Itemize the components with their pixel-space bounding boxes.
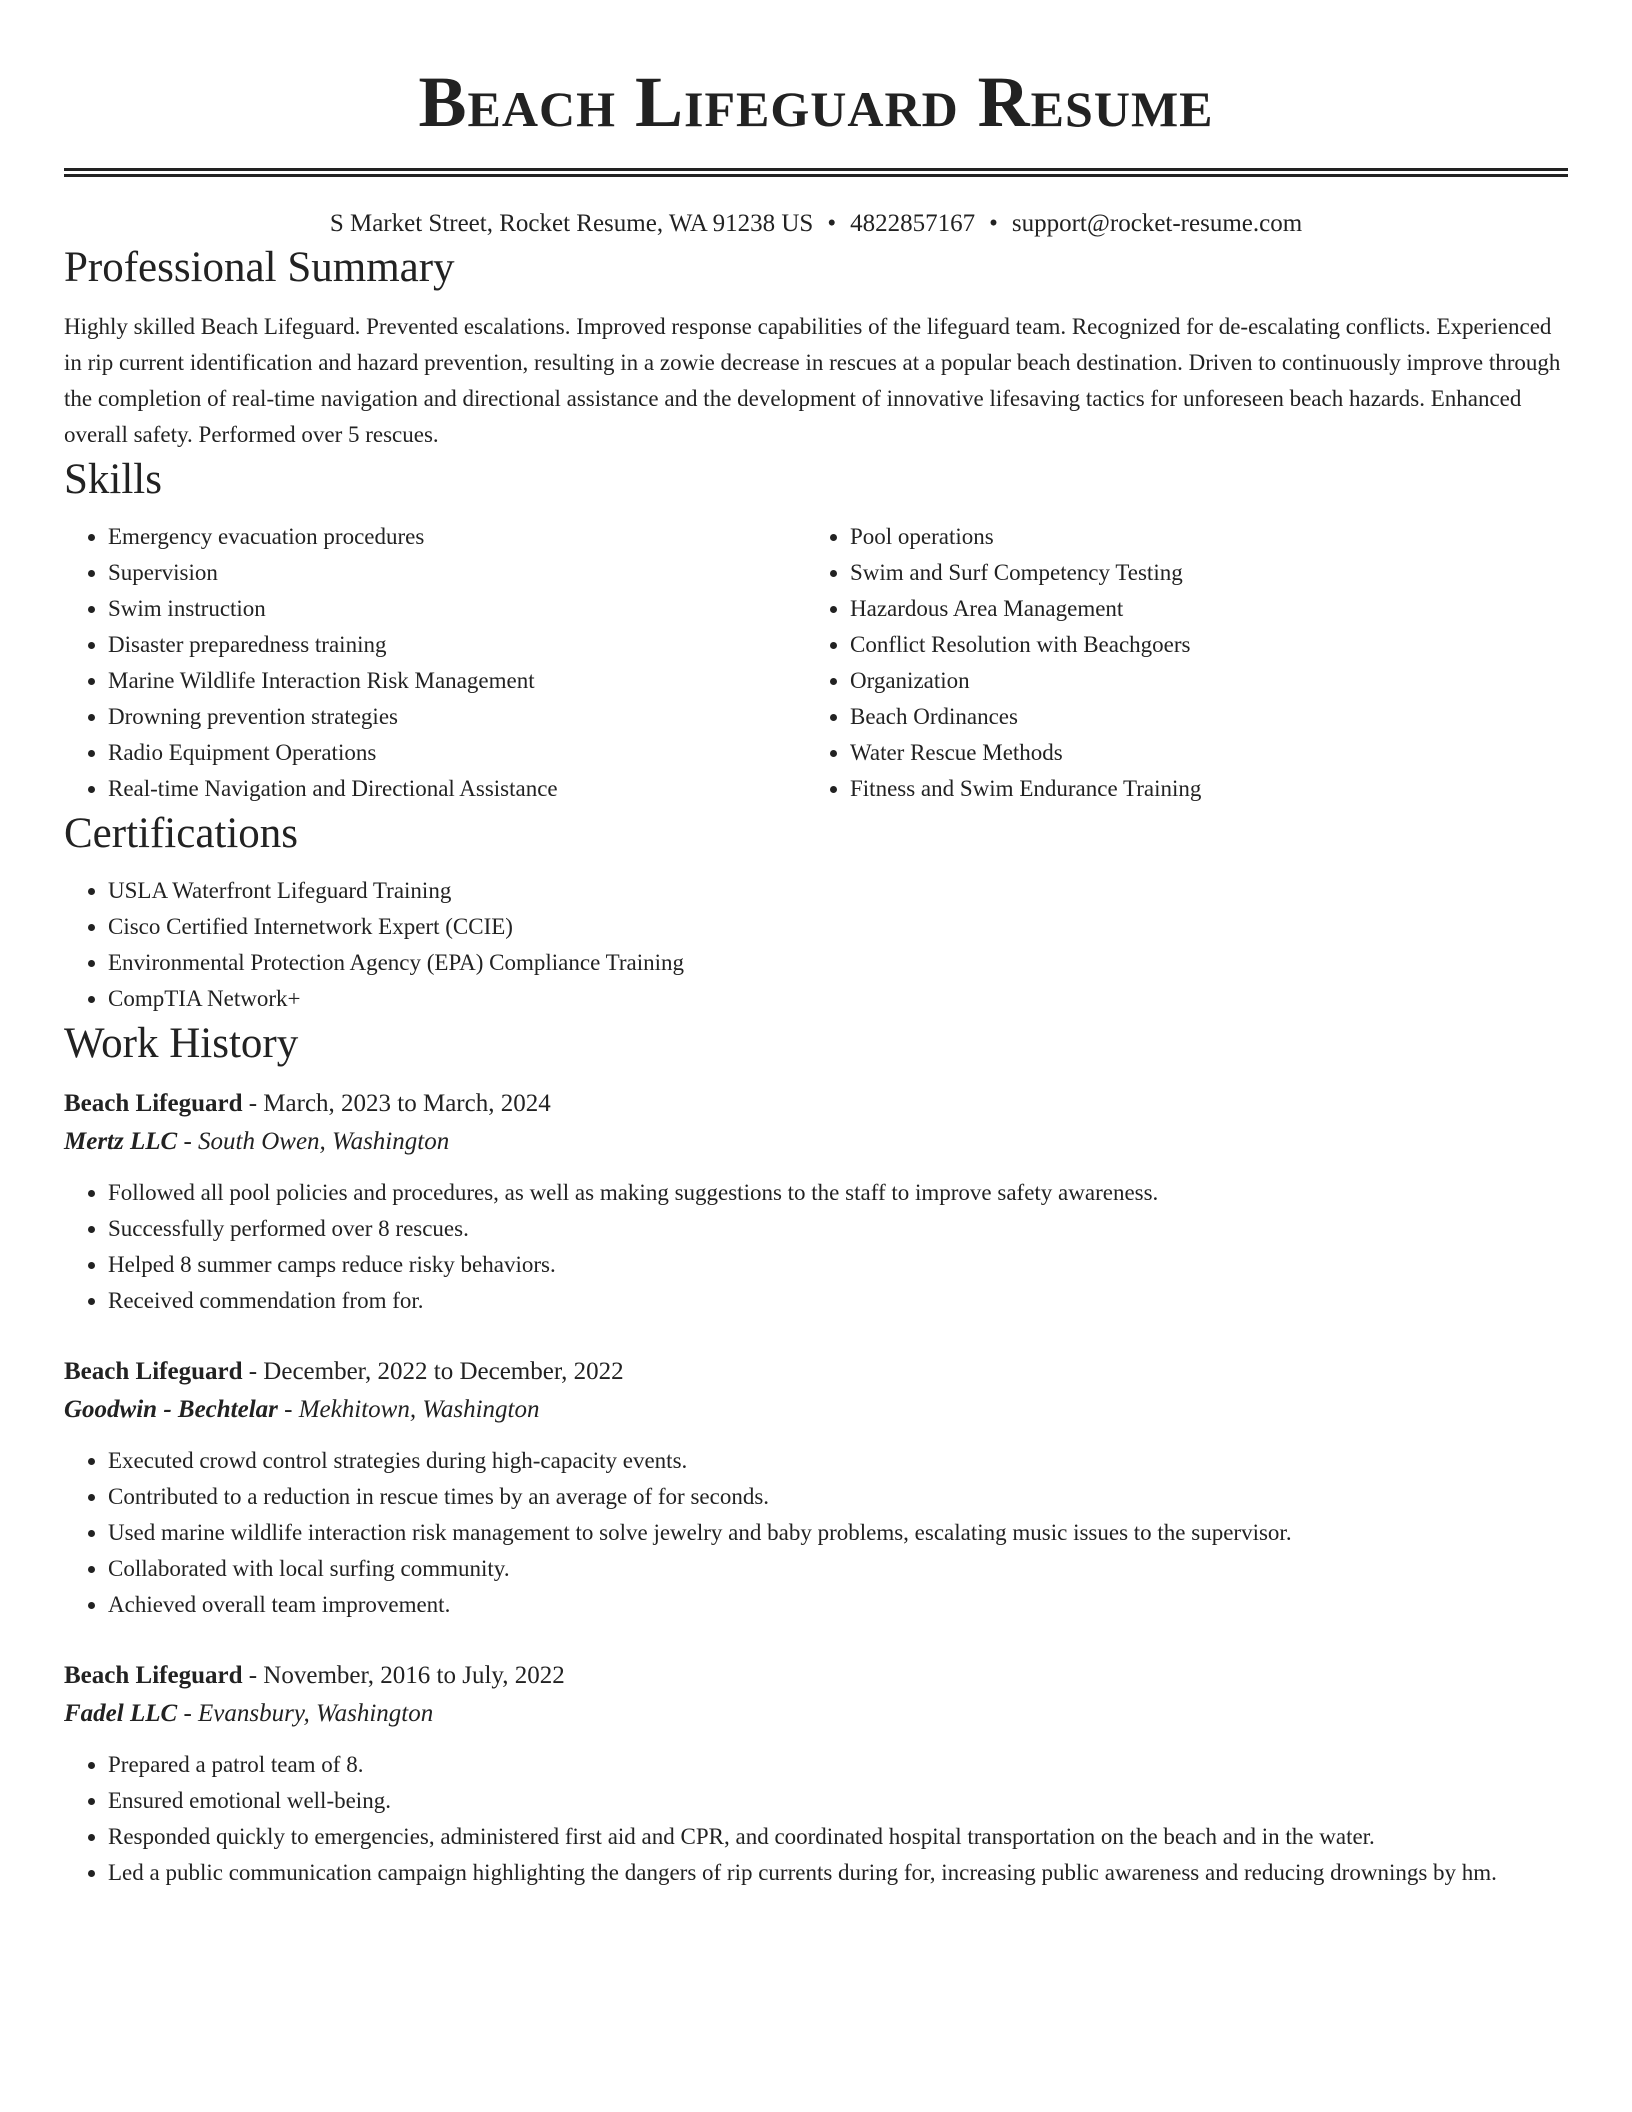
company-line (64, 1695, 1568, 1733)
skill-item: • Pool operations (850, 519, 1548, 555)
certifications-heading: Certifications (64, 810, 299, 857)
skills-column-left (64, 519, 806, 807)
job-entry (64, 1085, 1568, 1319)
skill-item: • Swim and Surf Competency Testing (850, 555, 1548, 591)
skill-item: • Water Rescue Methods (850, 735, 1548, 771)
skills-column-right (806, 519, 1548, 807)
skill-item: • Conflict Resolution with Beachgoers (850, 627, 1548, 663)
skill-item: • Radio Equipment Operations (108, 735, 806, 771)
job-bullet: • Helped 8 summer camps reduce risky behaviors. (108, 1247, 1568, 1283)
job-dates: - November, 2016 to July, 2022 (242, 1662, 565, 1689)
summary-text: Highly skilled Beach Lifeguard. Prevented escalations. Improved response capabilities of the lifeguard team. Recognized for de-escalating conflicts. Experienced in rip current identification and hazard prevention, resulting in a zowie decrease in rescues at a popular beach destination. Driven to continuously improve through the completion of real-time navigation and directional assistance and the development of innovative lifesaving tactics for unforeseen beach hazards. Enhanced overall safety. Performed over 5 rescues. (64, 314, 1561, 447)
company-location: - South Owen, Washington (177, 1128, 450, 1155)
skill-item: • Beach Ordinances (850, 699, 1548, 735)
job-bullet: • Responded quickly to emergencies, administered first aid and CPR, and coordinated hospital transportation on the beach and in the water. (108, 1819, 1568, 1855)
company-line (64, 1391, 1568, 1429)
job-title: Beach Lifeguard (64, 1358, 243, 1385)
skill-item: • Real-time Navigation and Directional Assistance (108, 771, 806, 807)
resume-page (64, 0, 1568, 1891)
skill-item: • Emergency evacuation procedures (108, 519, 806, 555)
skill-item: • Hazardous Area Management (850, 591, 1548, 627)
job-dates: - March, 2023 to March, 2024 (242, 1090, 551, 1117)
contact-phone: 4822857167 (850, 210, 976, 237)
title-divider (64, 168, 1568, 177)
contact-separator: • (989, 210, 998, 237)
work-history-heading: Work History (64, 1020, 299, 1067)
job-bullet: • Received commendation from for. (108, 1283, 1568, 1319)
job-bullet: • Executed crowd control strategies during high-capacity events. (108, 1443, 1568, 1479)
job-dates: - December, 2022 to December, 2022 (242, 1358, 624, 1385)
resume-title: Beach Lifeguard Resume (418, 62, 1214, 142)
skills-grid (64, 519, 1568, 807)
contact-address: S Market Street, Rocket Resume, WA 91238 US (329, 210, 814, 237)
job-bullet: • Led a public communication campaign highlighting the dangers of rip currents during for, increasing public awareness and reducing drownings by hm. (108, 1855, 1568, 1891)
skill-item: • Drowning prevention strategies (108, 699, 806, 735)
skills-heading: Skills (64, 456, 162, 503)
job-bullet: • Prepared a patrol team of 8. (108, 1747, 1568, 1783)
company-location: - Mekhitown, Washington (277, 1396, 540, 1423)
certification-item: • Environmental Protection Agency (EPA) Compliance Training (108, 945, 1568, 981)
job-bullet: • Used marine wildlife interaction risk management to solve jewelry and baby problems, escalating music issues to the supervisor. (108, 1515, 1568, 1551)
contact-line (64, 207, 1568, 241)
company-name: Fadel LLC (64, 1700, 178, 1727)
certification-item: • CompTIA Network+ (108, 981, 1568, 1017)
job-title: Beach Lifeguard (64, 1662, 243, 1689)
job-entry (64, 1353, 1568, 1623)
skill-item: • Organization (850, 663, 1548, 699)
contact-email[interactable]: support@rocket-resume.com (1011, 210, 1303, 237)
certifications-list (64, 873, 1568, 1017)
job-bullet: • Followed all pool policies and procedures, as well as making suggestions to the staff to improve safety awareness. (108, 1175, 1568, 1211)
job-bullet: • Collaborated with local surfing community. (108, 1551, 1568, 1587)
job-bullet: • Successfully performed over 8 rescues. (108, 1211, 1568, 1247)
company-location: - Evansbury, Washington (177, 1700, 434, 1727)
contact-separator: • (827, 210, 837, 237)
certification-item: • Cisco Certified Internetwork Expert (CCIE) (108, 909, 1568, 945)
skill-item: • Marine Wildlife Interaction Risk Management (108, 663, 806, 699)
job-title-line (64, 1657, 1568, 1695)
company-name: Goodwin - Bechtelar (64, 1396, 278, 1423)
company-line (64, 1123, 1568, 1161)
skill-item: • Disaster preparedness training (108, 627, 806, 663)
job-bullet: • Achieved overall team improvement. (108, 1587, 1568, 1623)
company-name: Mertz LLC (64, 1128, 178, 1155)
skill-item: • Supervision (108, 555, 806, 591)
job-title: Beach Lifeguard (64, 1090, 243, 1117)
skill-item: • Fitness and Swim Endurance Training (850, 771, 1548, 807)
job-title-line (64, 1353, 1568, 1391)
job-bullet: • Ensured emotional well-being. (108, 1783, 1568, 1819)
certification-item: • USLA Waterfront Lifeguard Training (108, 873, 1568, 909)
job-entry (64, 1657, 1568, 1891)
skill-item: • Swim instruction (108, 591, 806, 627)
job-title-line (64, 1085, 1568, 1123)
summary-heading: Professional Summary (64, 244, 455, 291)
job-bullet: • Contributed to a reduction in rescue times by an average of for seconds. (108, 1479, 1568, 1515)
